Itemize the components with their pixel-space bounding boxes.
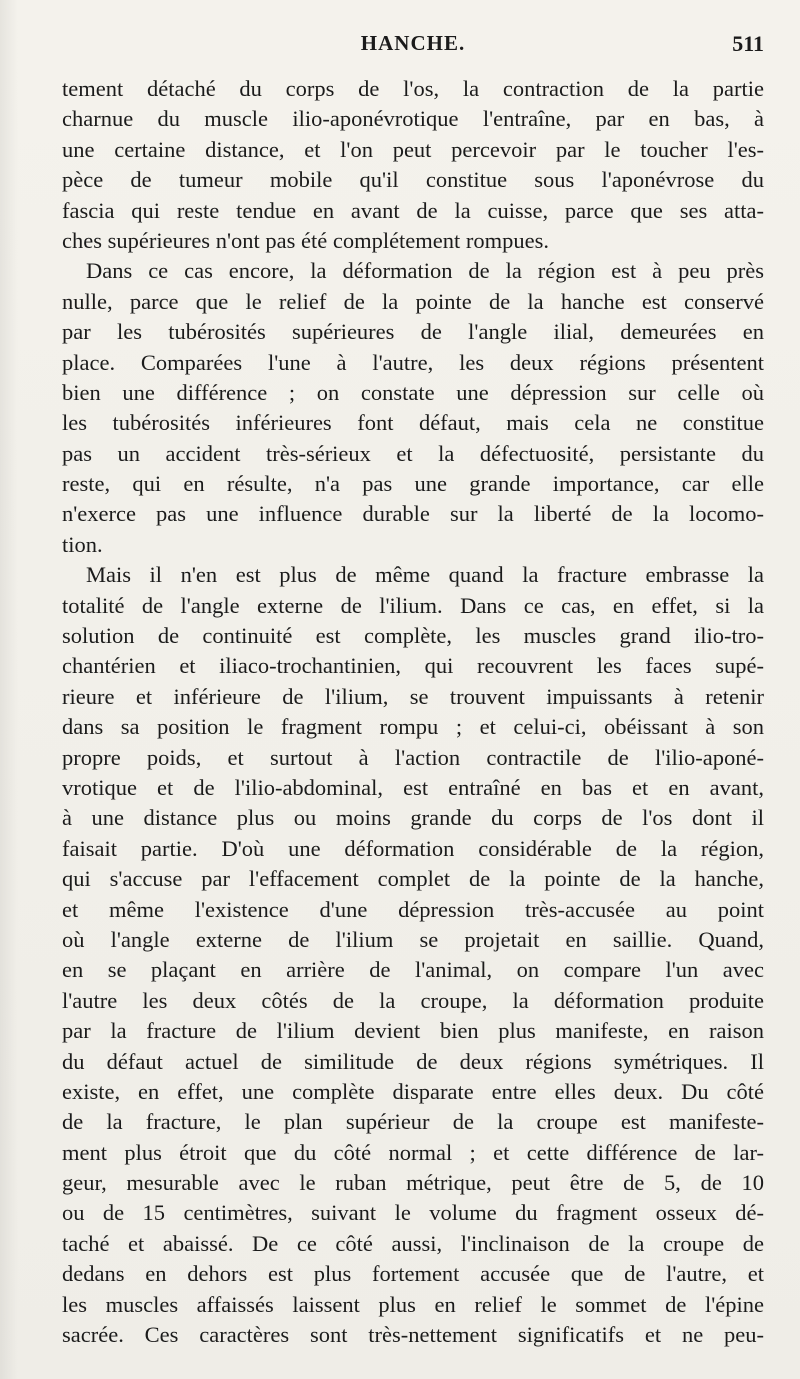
- text-line: propre poids, et surtout à l'action contractile de l'ilio-aponé-: [62, 744, 764, 770]
- text-line: reste, qui en résulte, n'a pas une grande importance, car elle: [62, 471, 764, 497]
- text-line: l'autre les deux côtés de la croupe, la déformation produite: [62, 987, 764, 1013]
- text-line: les tubérosités inférieures font défaut, mais cela ne constitue: [62, 410, 764, 436]
- body-text: [62, 74, 764, 1350]
- paragraph: [62, 74, 764, 256]
- text-line: par les tubérosités supérieures de l'angle ilial, demeurées en: [62, 319, 764, 345]
- text-line: ches supérieures n'ont pas été complétement rompues.: [62, 227, 550, 253]
- text-line: fascia qui reste tendue en avant de la cuisse, parce que ses atta-: [62, 197, 764, 223]
- text-line: pas un accident très-sérieux et la défectuosité, persistante du: [62, 440, 764, 466]
- text-line: ou de 15 centimètres, suivant le volume du fragment osseux dé-: [62, 1200, 764, 1226]
- text-line: dedans en dehors est plus fortement accusée que de l'autre, et: [62, 1261, 764, 1287]
- text-line: une certaine distance, et l'on peut percevoir par le toucher l'es-: [62, 136, 764, 162]
- text-line: geur, mesurable avec le ruban métrique, peut être de 5, de 10: [62, 1170, 764, 1196]
- text-line: du défaut actuel de similitude de deux régions symétriques. Il: [62, 1048, 764, 1074]
- text-line: bien une différence ; on constate une dépression sur celle où: [62, 379, 764, 405]
- text-line: existe, en effet, une complète disparate entre elles deux. Du côté: [62, 1078, 764, 1104]
- text-line: solution de continuité est complète, les muscles grand ilio-tro-: [62, 623, 764, 649]
- text-line: totalité de l'angle externe de l'ilium. Dans ce cas, en effet, si la: [62, 592, 764, 618]
- text-line: à une distance plus ou moins grande du corps de l'os dont il: [62, 805, 764, 831]
- text-line: de la fracture, le plan supérieur de la croupe est manifeste-: [62, 1109, 764, 1135]
- text-line: par la fracture de l'ilium devient bien plus manifeste, en raison: [62, 1018, 764, 1044]
- text-line: faisait partie. D'où une déformation considérable de la région,: [62, 835, 764, 861]
- text-line: tion.: [62, 531, 103, 557]
- text-line: pèce de tumeur mobile qu'il constitue sous l'aponévrose du: [62, 167, 764, 193]
- text-line: tement détaché du corps de l'os, la contraction de la partie: [62, 76, 764, 101]
- text-line: les muscles affaissés laissent plus en relief le sommet de l'épine: [62, 1291, 764, 1317]
- text-line: et même l'existence d'une dépression très-accusée au point: [62, 896, 764, 922]
- text-line: charnue du muscle ilio-aponévrotique l'entraîne, par en bas, à: [62, 106, 764, 132]
- running-title: HANCHE.: [360, 31, 466, 55]
- text-line: chantérien et iliaco-trochantinien, qui recouvrent les faces supé-: [62, 653, 764, 679]
- text-line: Mais il n'en est plus de même quand la fracture embrasse la: [86, 562, 764, 588]
- text-line: Dans ce cas encore, la déformation de la région est à peu près: [86, 258, 764, 284]
- text-line: vrotique et de l'ilio-abdominal, est entraîné en bas et en avant,: [62, 774, 764, 800]
- text-line: en se plaçant en arrière de l'animal, on compare l'un avec: [62, 957, 764, 983]
- text-line: dans sa position le fragment rompu ; et celui-ci, obéissant à son: [62, 714, 764, 740]
- text-line: nulle, parce que le relief de la pointe de la hanche est conservé: [62, 288, 764, 314]
- paragraph: [62, 256, 764, 560]
- text-line: place. Comparées l'une à l'autre, les deux régions présentent: [62, 349, 764, 375]
- text-line: où l'angle externe de l'ilium se projetait en saillie. Quand,: [62, 926, 764, 952]
- page-header: [62, 31, 764, 65]
- text-line: qui s'accuse par l'effacement complet de la pointe de la hanche,: [62, 866, 764, 892]
- text-line: sacrée. Ces caractères sont très-nettement significatifs et ne peu-: [62, 1322, 764, 1348]
- paragraph: [62, 560, 764, 1350]
- text-line: taché et abaissé. De ce côté aussi, l'inclinaison de la croupe de: [62, 1230, 764, 1256]
- text-line: ment plus étroit que du côté normal ; et cette différence de lar-: [62, 1139, 764, 1165]
- page-number: 511: [732, 31, 764, 56]
- text-line: rieure et inférieure de l'ilium, se trouvent impuissants à retenir: [62, 683, 764, 709]
- text-line: n'exerce pas une influence durable sur la liberté de la locomo-: [62, 501, 764, 527]
